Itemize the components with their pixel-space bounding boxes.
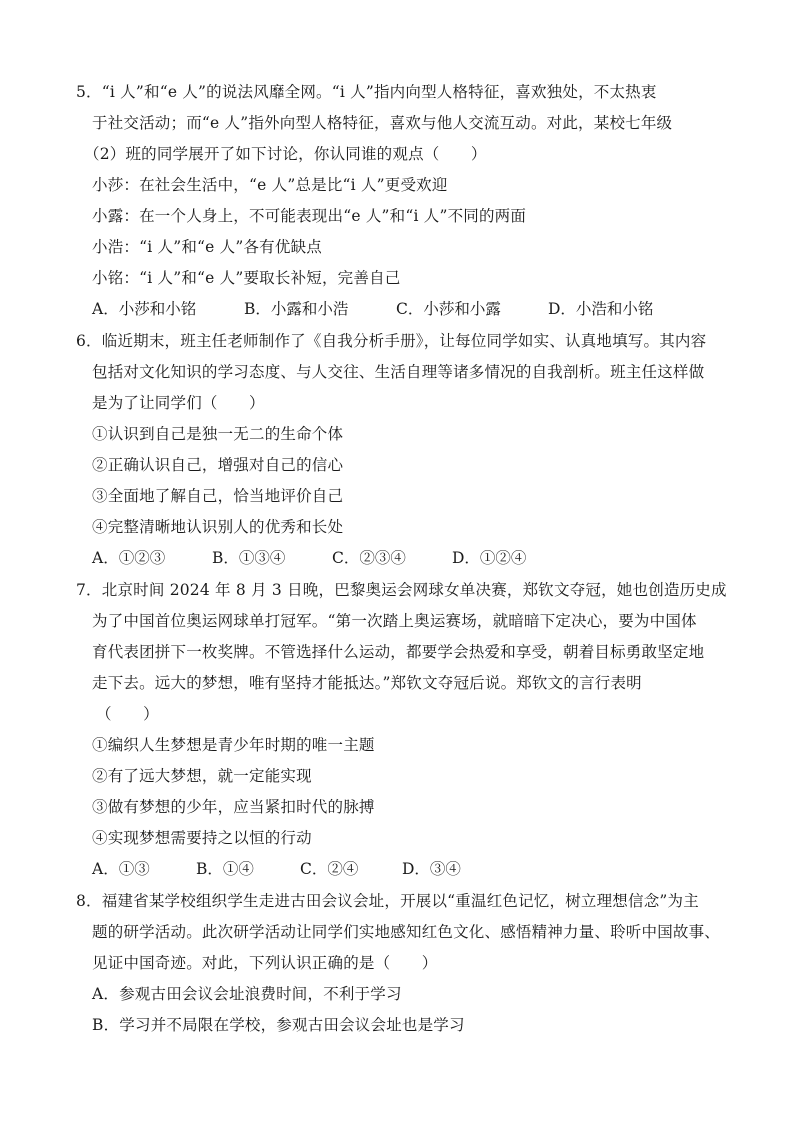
question-7-stem-line-3: 育代表团拼下一枚奖牌。不管选择什么运动，都要学会热爱和享受，朝着目标勇敢坚定地: [92, 643, 705, 661]
question-5-stem-line-3: （2）班的同学展开了如下讨论，你认同谁的观点（ ）: [84, 145, 487, 163]
question-7-option-b[interactable]: B．①④: [196, 860, 254, 878]
question-6-statement-3: ③全面地了解自己，恰当地评价自己: [92, 487, 344, 505]
question-8-stem-line-1: 8．福建省某学校组织学生走进古田会议会址，开展以“重温红色记忆，树立理想信念”为主: [76, 892, 699, 910]
question-5-option-c[interactable]: C．小莎和小露: [396, 300, 501, 318]
question-6-stem-line-3: 是为了让同学们（ ）: [92, 394, 265, 412]
question-6-statement-2: ②正确认识自己，增强对自己的信心: [92, 456, 344, 474]
question-7-option-c[interactable]: C．②④: [300, 860, 359, 878]
question-5-stem-line-1: 5．“i 人”和“e 人”的说法风靡全网。“i 人”指内向型人格特征，喜欢独处，不太热衷: [76, 83, 657, 101]
question-5-statement-xiaolu: 小露：在一个人身上，不可能表现出“e 人”和“i 人”不同的两面: [92, 207, 527, 225]
question-7-stem-line-2: 为了中国首位奥运网球单打冠军。“第一次踏上奥运赛场，就暗暗下定决心，要为中国体: [92, 612, 697, 630]
question-5-statement-xiaoming: 小铭：“i 人”和“e 人”要取长补短，完善自己: [92, 269, 401, 287]
question-7-option-a[interactable]: A．①③: [92, 860, 150, 878]
question-7-answer-bracket: （ ）: [96, 705, 159, 723]
question-6-statement-4: ④完整清晰地认识别人的优秀和长处: [92, 518, 344, 536]
question-5-statement-xiaohao: 小浩：“i 人”和“e 人”各有优缺点: [92, 238, 322, 256]
question-7-stem-line-4: 走下去。远大的梦想，唯有坚持才能抵达。”郑钦文夺冠后说。郑钦文的言行表明: [92, 674, 642, 692]
question-7-statement-1: ①编织人生梦想是青少年时期的唯一主题: [92, 736, 375, 754]
question-8-option-b[interactable]: B．学习并不局限在学校，参观古田会议会址也是学习: [92, 1016, 465, 1034]
question-5-stem-line-2: 于社交活动；而“e 人”指外向型人格特征，喜欢与他人交流互动。对此，某校七年级: [92, 114, 673, 132]
question-7-statement-2: ②有了远大梦想，就一定能实现: [92, 767, 312, 785]
question-6-statement-1: ①认识到自己是独一无二的生命个体: [92, 425, 344, 443]
question-6-stem-line-1: 6．临近期末，班主任老师制作了《自我分析手册》，让每位同学如实、认真地填写。其内容: [76, 332, 707, 350]
question-6-stem-line-2: 包括对文化知识的学习态度、与人交往、生活自理等诸多情况的自我剖析。班主任这样做: [92, 363, 705, 381]
question-8-stem-line-3: 见证中国奇迹。对此，下列认识正确的是（ ）: [92, 954, 438, 972]
question-7-stem-line-1: 7．北京时间 2024 年 8 月 3 日晚，巴黎奥运会网球女单决赛，郑钦文夺冠，她也创造历史成: [76, 581, 727, 599]
question-6-option-a[interactable]: A．①②③: [92, 549, 166, 567]
question-7-option-d[interactable]: D．③④: [402, 860, 461, 878]
question-6-option-d[interactable]: D．①②④: [452, 549, 527, 567]
question-8-stem-line-2: 题的研学活动。此次研学活动让同学们实地感知红色文化、感悟精神力量、聆听中国故事、: [92, 923, 721, 941]
question-7-statement-4: ④实现梦想需要持之以恒的行动: [92, 829, 312, 847]
question-6-option-c[interactable]: C．②③④: [332, 549, 406, 567]
question-5-option-b[interactable]: B．小露和小浩: [244, 300, 349, 318]
question-5-statement-xiaosha: 小莎：在社会生活中，“e 人”总是比“i 人”更受欢迎: [92, 176, 448, 194]
question-7-statement-3: ③做有梦想的少年，应当紧扣时代的脉搏: [92, 798, 375, 816]
question-5-option-a[interactable]: A．小莎和小铭: [92, 300, 197, 318]
question-5-option-d[interactable]: D．小浩和小铭: [548, 300, 654, 318]
question-8-option-a[interactable]: A．参观古田会议会址浪费时间，不利于学习: [92, 985, 402, 1003]
question-6-option-b[interactable]: B．①③④: [212, 549, 286, 567]
